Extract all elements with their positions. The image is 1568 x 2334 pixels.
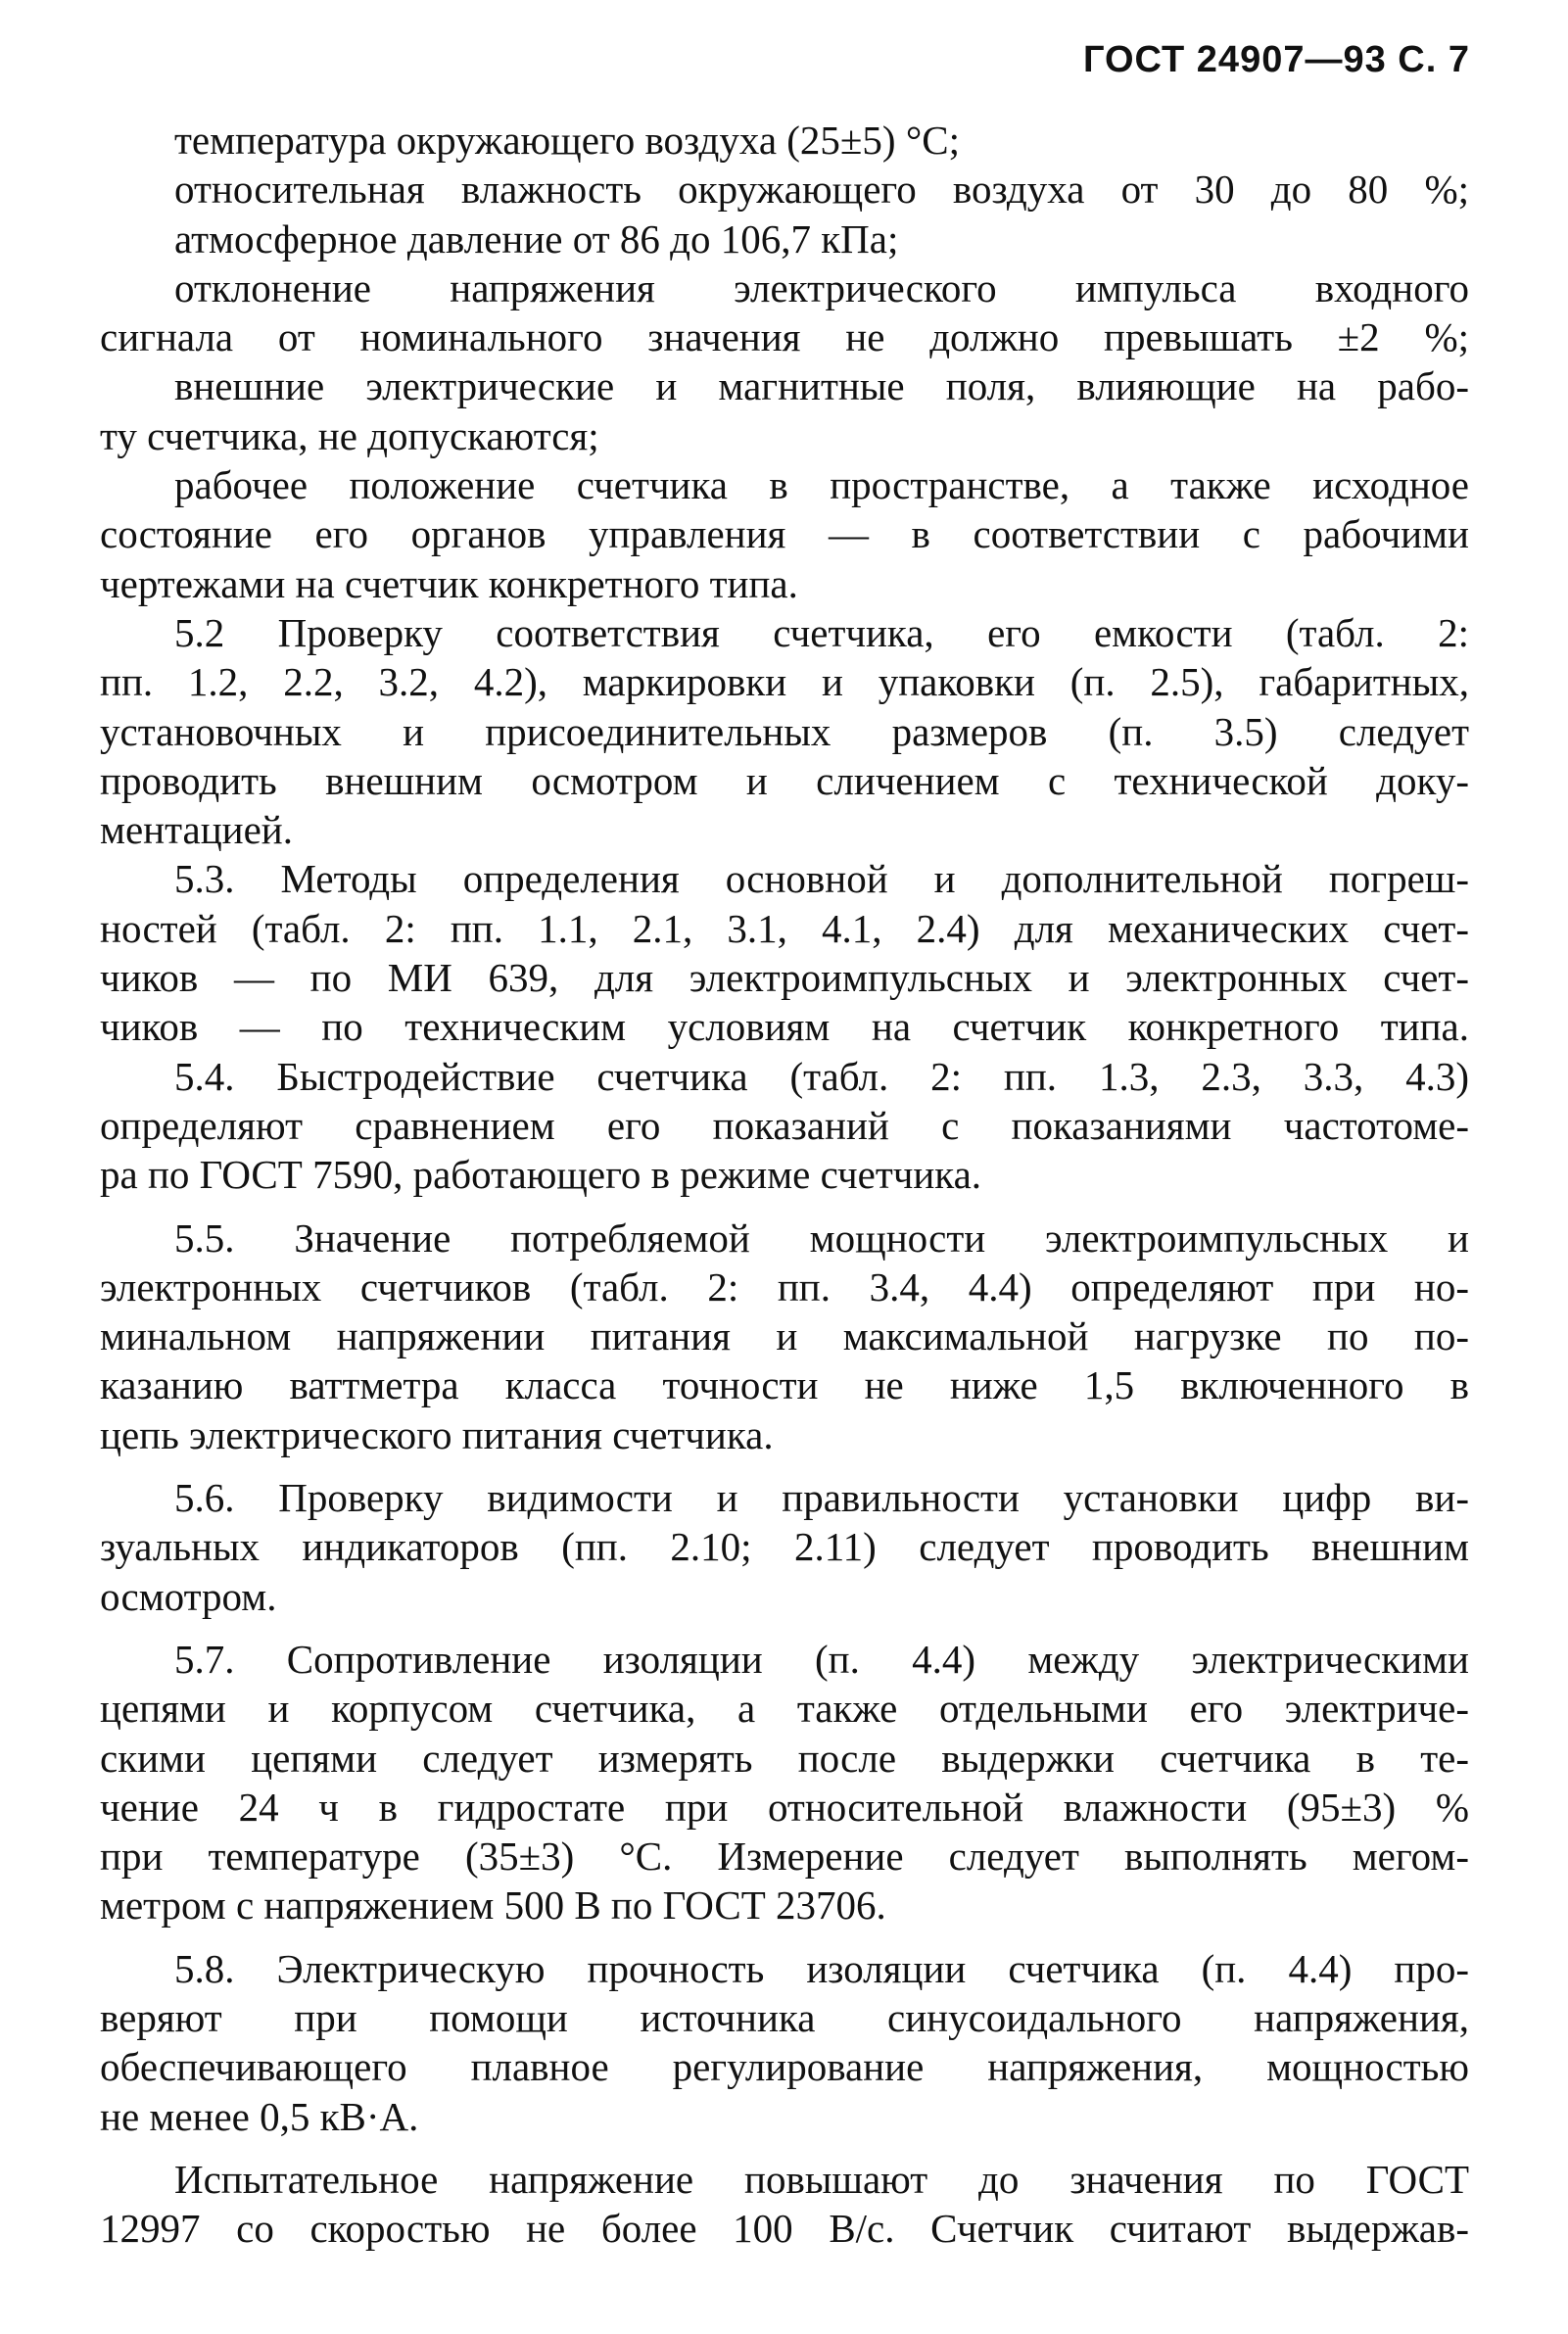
text-line: 5.2 Проверку соответствия счетчика, его емкости (табл. 2: — [174, 609, 1469, 655]
text-line: внешние электрические и магнитные поля, влияющие на рабо- — [174, 363, 1469, 409]
text-line: чиков — по техническим условиям на счетчик конкретного типа. — [100, 1004, 1469, 1050]
text-line: осмотром. — [100, 1573, 277, 1619]
text-line: температура окружающего воздуха (25±5) °С; — [174, 118, 960, 163]
text-line: атмосферное давление от 86 до 106,7 кПа; — [174, 215, 899, 262]
text-line: 12997 со скоростью не более 100 В/с. Счетчик считают выдержав- — [100, 2206, 1469, 2252]
text-line: относительная влажность окружающего воздуха от 30 до 80 %; — [174, 167, 1469, 213]
text-line: ностей (табл. 2: пп. 1.1, 2.1, 3.1, 4.1, 2.4) для механических счет- — [100, 905, 1469, 951]
text-line: Испытательное напряжение повышают до значения по ГОСТ — [174, 2156, 1469, 2202]
text-line: 5.6. Проверку видимости и правильности установки цифр ви- — [174, 1475, 1469, 1521]
text-line: цепь электрического питания счетчика. — [100, 1411, 774, 1457]
text-line: казанию ваттметра класса точности не ниже 1,5 включенного в — [100, 1362, 1469, 1408]
text-line: ра по ГОСТ 7590, работающего в режиме счетчика. — [100, 1152, 982, 1198]
text-line: установочных и присоединительных размеров (п. 3.5) следует — [100, 708, 1469, 754]
text-line: метром с напряжением 500 В по ГОСТ 23706. — [100, 1882, 886, 1929]
text-line: скими цепями следует измерять после выдержки счетчика в те- — [100, 1735, 1469, 1781]
text-line: проводить внешним осмотром и сличением с технической доку- — [100, 757, 1469, 803]
text-line: пп. 1.2, 2.2, 3.2, 4.2), маркировки и упаковки (п. 2.5), габаритных, — [100, 659, 1469, 705]
text-line: 5.7. Сопротивление изоляции (п. 4.4) между электрическими — [174, 1636, 1469, 1682]
text-line: состояние его органов управления — в соответствии с рабочими — [100, 511, 1469, 557]
text-line: 5.4. Быстродействие счетчика (табл. 2: пп. 1.3, 2.3, 3.3, 4.3) — [174, 1053, 1469, 1099]
text-line: определяют сравнением его показаний с показаниями частотоме- — [100, 1102, 1469, 1148]
text-line: чертежами на счетчик конкретного типа. — [100, 560, 798, 606]
text-line: обеспечивающего плавное регулирование напряжения, мощностью — [100, 2044, 1469, 2090]
text-line: рабочее положение счетчика в пространстве, а также исходное — [174, 462, 1469, 508]
text-line: веряют при помощи источника синусоидального напряжения, — [100, 1994, 1469, 2040]
text-line: зуальных индикаторов (пп. 2.10; 2.11) следует проводить внешним — [100, 1524, 1469, 1570]
text-line: 5.5. Значение потребляемой мощности электроимпульсных и — [174, 1215, 1469, 1261]
text-line: цепями и корпусом счетчика, а также отдельными его электриче- — [100, 1686, 1469, 1732]
text-line: минальном напряжении питания и максимальной нагрузке по по- — [100, 1313, 1469, 1359]
text-line: при температуре (35±3) °С. Измерение следует выполнять мегом- — [100, 1834, 1469, 1880]
text-line: ментацией. — [100, 807, 293, 853]
text-line: чиков — по МИ 639, для электроимпульсных и электронных счет- — [100, 955, 1469, 1001]
text-line: электронных счетчиков (табл. 2: пп. 3.4, 4.4) определяют при но- — [100, 1263, 1469, 1310]
text-line: 5.3. Методы определения основной и дополнительной погреш- — [174, 856, 1469, 902]
text-line: ту счетчика, не допускаются; — [100, 412, 599, 458]
text-line: 5.8. Электрическую прочность изоляции счетчика (п. 4.4) про- — [174, 1945, 1469, 1991]
text-line: отклонение напряжения электрического импульса входного — [174, 264, 1469, 310]
text-line: чение 24 ч в гидростате при относительной влажности (95±3) % — [100, 1784, 1469, 1830]
text-line: не менее 0,5 кВ·А. — [100, 2093, 419, 2139]
document-body — [100, 116, 1469, 2253]
page-header: ГОСТ 24907—93 С. 7 — [1082, 39, 1470, 80]
text-line: сигнала от номинального значения не должно превышать ±2 %; — [100, 314, 1469, 360]
